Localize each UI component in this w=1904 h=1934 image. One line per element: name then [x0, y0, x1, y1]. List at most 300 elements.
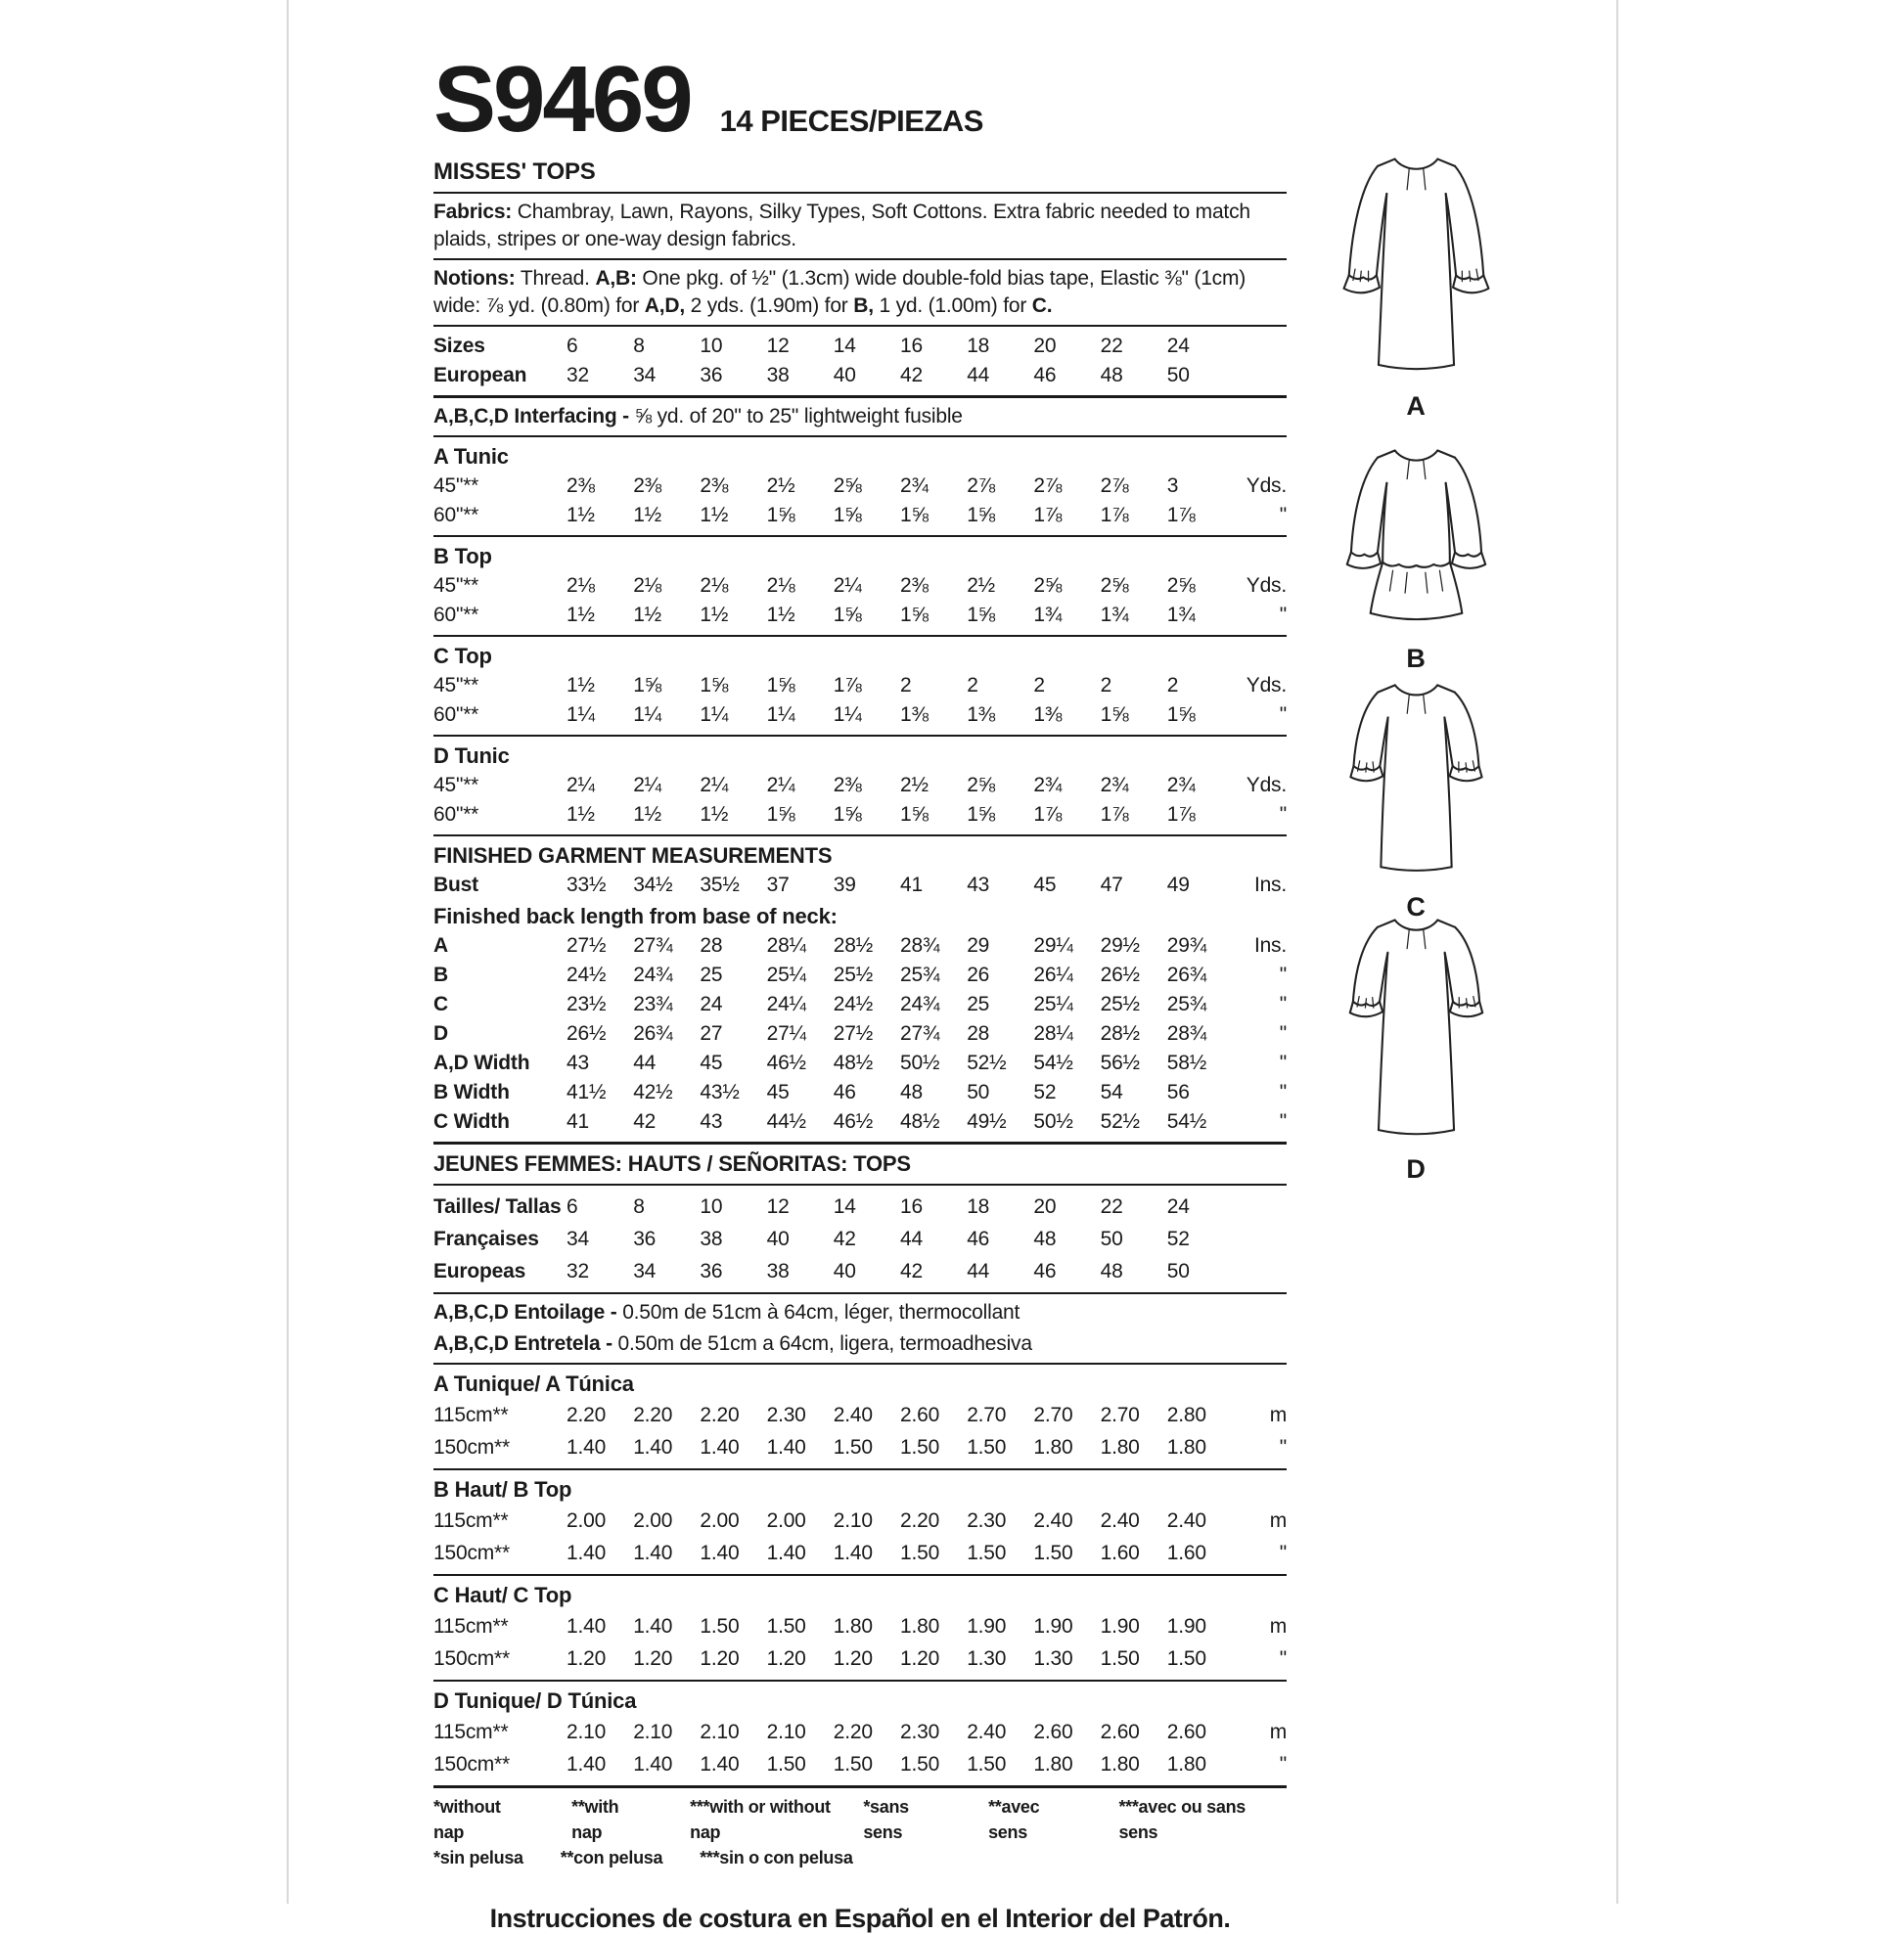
table-cell: 1.60: [1100, 1542, 1140, 1564]
table-cell: 2⅝: [967, 774, 995, 796]
interfacing-note: [433, 403, 1287, 430]
table-cell: 1.90: [1166, 1615, 1206, 1638]
row-unit: ": [1279, 1436, 1287, 1459]
table-cell: 56½: [1100, 1052, 1140, 1074]
table-cell: 2¾: [899, 474, 929, 497]
table-cell: 46: [967, 1228, 990, 1250]
table-cell: 1.50: [766, 1615, 806, 1638]
table-cell: 1.20: [700, 1647, 740, 1670]
table-cell: 1.20: [833, 1647, 873, 1670]
table-cell: 1.40: [766, 1436, 806, 1459]
table-cell: 2.30: [766, 1404, 806, 1426]
row-values: [567, 1019, 1234, 1049]
row-values: [567, 1078, 1234, 1107]
table-cell: 1.80: [899, 1615, 940, 1638]
table-cell: 2⅞: [967, 474, 995, 497]
table-cell: 1.90: [1100, 1615, 1140, 1638]
table-cell: 40: [766, 1228, 790, 1250]
francaises-row: [433, 1223, 1287, 1255]
fabrics-label: Fabrics:: [433, 201, 513, 223]
table-row: [433, 1078, 1287, 1107]
table-cell: 35½: [700, 874, 740, 896]
table-cell: 2: [967, 674, 978, 697]
row-values: [567, 931, 1234, 961]
row-label: 45"**: [433, 474, 479, 497]
table-cell: 2⅝: [833, 474, 862, 497]
table-cell: 46½: [766, 1052, 806, 1074]
row-values: [567, 961, 1234, 990]
measurements-section: [433, 841, 1287, 1145]
table-cell: 2.40: [833, 1404, 873, 1426]
row-label: 60"**: [433, 604, 479, 626]
table-cell: 2¾: [1033, 774, 1063, 796]
divider: [433, 1142, 1287, 1145]
table-cell: 52½: [1100, 1110, 1140, 1133]
row-unit: m: [1269, 1721, 1287, 1743]
row-unit: ": [1279, 1081, 1287, 1103]
table-cell: 22: [1100, 1195, 1123, 1218]
table-cell: 52½: [967, 1052, 1007, 1074]
table-cell: 1½: [700, 604, 729, 626]
table-row: [433, 1610, 1287, 1642]
pieces-count: 14 PIECES/PIEZAS: [719, 104, 983, 138]
footnotes: [433, 1794, 1287, 1870]
table-cell: 1½: [633, 604, 661, 626]
table-cell: 1.40: [633, 1436, 673, 1459]
text-segment: One pkg. of ½" (1.3cm) wide double-fold bias tape, Elastic ⅜" (1cm) wide: ⅞ yd. (0.80m) for: [433, 267, 1247, 317]
table-cell: 2⅜: [833, 774, 862, 796]
table-cell: 2.00: [567, 1509, 607, 1532]
page-edge-left: [287, 0, 289, 1904]
table-row: [433, 990, 1287, 1019]
divider: [433, 325, 1287, 327]
text-segment: 1 yd. (1.00m) for: [873, 294, 1032, 317]
fabrics-text: Chambray, Lawn, Rayons, Silky Types, Soft Cottons. Extra fabric needed to match plaids, stripes or one-way design fabrics.: [433, 201, 1250, 250]
table-cell: 2.30: [899, 1721, 940, 1743]
yardage-section-d: [433, 742, 1287, 836]
page-edge-right: [1616, 0, 1618, 1904]
table-cell: 50: [1166, 364, 1190, 386]
table-cell: 2¼: [633, 774, 661, 796]
table-cell: 12: [766, 335, 790, 357]
table-cell: 48: [899, 1081, 923, 1103]
table-cell: 2¼: [700, 774, 729, 796]
table-cell: 28½: [833, 934, 874, 957]
table-cell: 44: [633, 1052, 657, 1074]
table-cell: 42: [833, 1228, 856, 1250]
row-unit: ": [1279, 1110, 1287, 1133]
table-cell: 24½: [567, 964, 607, 986]
table-cell: 2.80: [1166, 1404, 1206, 1426]
table-cell: 54: [1100, 1081, 1123, 1103]
table-cell: 2.40: [967, 1721, 1007, 1743]
table-cell: 40: [833, 364, 856, 386]
table-cell: 1.40: [833, 1542, 873, 1564]
table-cell: 2⅛: [766, 574, 795, 597]
table-cell: 48: [1100, 364, 1123, 386]
table-cell: 1.20: [567, 1647, 607, 1670]
table-row: [433, 1716, 1287, 1748]
table-cell: 44½: [766, 1110, 806, 1133]
table-cell: 1¼: [833, 703, 862, 726]
row-values: [567, 1107, 1234, 1137]
table-cell: 1.80: [1166, 1753, 1206, 1776]
table-cell: 1.40: [700, 1436, 740, 1459]
row-unit: ": [1279, 803, 1287, 826]
table-cell: 2.00: [633, 1509, 673, 1532]
row-label: Tailles/ Tallas: [433, 1195, 562, 1218]
footnote: **avec sens: [988, 1797, 1040, 1842]
row-values: [567, 1049, 1234, 1078]
row-label: Europeas: [433, 1260, 526, 1282]
table-cell: 27½: [567, 934, 607, 957]
table-cell: 2½: [766, 474, 795, 497]
table-cell: 1⅞: [1033, 504, 1063, 526]
divider: [433, 435, 1287, 437]
table-cell: 1.90: [1033, 1615, 1073, 1638]
table-cell: 43½: [700, 1081, 740, 1103]
table-cell: 1.40: [700, 1542, 740, 1564]
table-cell: 24¼: [766, 993, 806, 1015]
table-cell: 43: [700, 1110, 723, 1133]
row-label: B Width: [433, 1081, 510, 1103]
tailles-row: [433, 1191, 1287, 1223]
table-cell: 6: [567, 1195, 578, 1218]
table-cell: 34: [567, 1228, 589, 1250]
table-cell: 2½: [899, 774, 929, 796]
row-label: 45"**: [433, 574, 479, 597]
entoilage-label: A,B,C,D Entoilage -: [433, 1301, 623, 1324]
table-cell: 1.50: [833, 1753, 873, 1776]
table-row: [433, 472, 1287, 501]
table-cell: 2⅛: [567, 574, 595, 597]
table-cell: 2¼: [833, 574, 862, 597]
table-cell: 8: [633, 1195, 645, 1218]
footnote: **con pelusa: [560, 1848, 663, 1867]
table-cell: 2½: [967, 574, 995, 597]
table-cell: 2.60: [1100, 1721, 1140, 1743]
table-cell: 2.20: [833, 1721, 873, 1743]
row-values: [567, 1431, 1234, 1463]
table-cell: 28½: [1100, 1022, 1140, 1045]
table-cell: 47: [1100, 874, 1123, 896]
table-cell: 48½: [899, 1110, 940, 1133]
table-cell: 1.40: [567, 1542, 607, 1564]
footnote: *sin pelusa: [433, 1848, 523, 1867]
table-cell: 1½: [567, 674, 595, 697]
text-segment: Thread.: [515, 267, 596, 290]
table-cell: 1.50: [1033, 1542, 1073, 1564]
table-cell: 1.30: [967, 1647, 1007, 1670]
table-cell: 40: [833, 1260, 856, 1282]
row-unit: ": [1279, 993, 1287, 1015]
fabrics-paragraph: [433, 199, 1287, 253]
footnote: **with nap: [571, 1797, 619, 1842]
table-cell: 2.10: [567, 1721, 607, 1743]
divider: [433, 395, 1287, 398]
table-cell: 1.40: [567, 1615, 607, 1638]
table-cell: 1.80: [1100, 1753, 1140, 1776]
table-cell: 27½: [833, 1022, 874, 1045]
row-label: 115cm**: [433, 1721, 509, 1743]
table-cell: 2⅝: [1100, 574, 1129, 597]
row-values: [567, 771, 1234, 800]
table-cell: 48½: [833, 1052, 874, 1074]
row-unit: Yds.: [1246, 574, 1287, 597]
table-cell: 25¼: [766, 964, 806, 986]
table-cell: 38: [766, 364, 790, 386]
table-cell: 2⅛: [700, 574, 729, 597]
section-title: C Haut/ C Top: [433, 1583, 572, 1607]
table-cell: 23½: [567, 993, 607, 1015]
section-title: D Tunique/ D Túnica: [433, 1688, 637, 1713]
row-values: [567, 700, 1234, 730]
view-d-illustration: [1326, 908, 1507, 1152]
table-cell: 50: [1166, 1260, 1190, 1282]
entretela-note: [433, 1330, 1287, 1358]
table-cell: 2⅜: [899, 574, 929, 597]
header: [433, 47, 1287, 152]
table-row: [433, 1049, 1287, 1078]
row-unit: Ins.: [1253, 934, 1287, 957]
table-cell: 1¾: [1100, 604, 1129, 626]
table-cell: 56: [1166, 1081, 1190, 1103]
table-cell: 39: [833, 874, 856, 896]
table-cell: 2.70: [1100, 1404, 1140, 1426]
table-cell: 1½: [567, 803, 595, 826]
row-unit: Yds.: [1246, 474, 1287, 497]
european-sizes-row: [433, 361, 1287, 390]
row-values: [567, 1399, 1234, 1431]
row-label: A,D Width: [433, 1052, 530, 1074]
table-cell: 37: [766, 874, 790, 896]
bust-row: [433, 871, 1287, 900]
table-cell: 1⅞: [1100, 504, 1129, 526]
divider: [433, 1468, 1287, 1470]
table-cell: 1.50: [899, 1542, 940, 1564]
table-cell: 2.20: [567, 1404, 607, 1426]
table-cell: 2⅝: [1033, 574, 1063, 597]
row-label: Françaises: [433, 1228, 539, 1250]
table-cell: 1½: [567, 504, 595, 526]
table-cell: 2.60: [1166, 1721, 1206, 1743]
view-b-illustration: [1326, 438, 1507, 642]
footnote-line-1: [433, 1794, 1287, 1845]
table-cell: 16: [899, 335, 923, 357]
table-cell: 1.50: [833, 1436, 873, 1459]
table-row: [433, 1537, 1287, 1569]
footnote: ***with or without nap: [690, 1797, 831, 1842]
table-cell: 26½: [567, 1022, 607, 1045]
table-cell: 1⅜: [967, 703, 995, 726]
table-cell: 24: [700, 993, 723, 1015]
divider: [433, 192, 1287, 194]
table-cell: 2¼: [766, 774, 795, 796]
table-cell: 49: [1166, 874, 1190, 896]
table-cell: 36: [700, 1260, 723, 1282]
table-cell: 12: [766, 1195, 790, 1218]
row-label: Sizes: [433, 335, 485, 357]
yardage-section-c: [433, 642, 1287, 737]
table-cell: 2: [1166, 674, 1179, 697]
footnote: ***avec ou sans sens: [1118, 1797, 1247, 1842]
row-values: [567, 1716, 1234, 1748]
row-values: [567, 1223, 1234, 1255]
table-cell: 1.50: [967, 1753, 1007, 1776]
table-cell: 1⅜: [1033, 703, 1063, 726]
table-cell: 28¾: [1166, 1022, 1207, 1045]
row-label: 45"**: [433, 674, 479, 697]
table-cell: 25¼: [1033, 993, 1073, 1015]
table-cell: 42: [899, 1260, 923, 1282]
table-cell: 1⅝: [967, 504, 995, 526]
table-cell: 48: [1100, 1260, 1123, 1282]
row-unit: ": [1279, 703, 1287, 726]
table-cell: 27¾: [633, 934, 673, 957]
table-cell: 41: [567, 1110, 589, 1133]
table-cell: 54½: [1166, 1110, 1207, 1133]
entretela-text: 0.50m de 51cm a 64cm, ligera, termoadhesiva: [617, 1332, 1032, 1355]
table-cell: 1.40: [633, 1615, 673, 1638]
row-unit: m: [1269, 1404, 1287, 1426]
europeas-row: [433, 1255, 1287, 1287]
table-cell: 28: [967, 1022, 990, 1045]
table-cell: 32: [567, 364, 589, 386]
table-cell: 50½: [1033, 1110, 1073, 1133]
row-unit: ": [1279, 604, 1287, 626]
table-row: [433, 1399, 1287, 1431]
table-cell: 26¼: [1033, 964, 1073, 986]
text-segment: C.: [1031, 294, 1053, 317]
table-cell: 45: [766, 1081, 790, 1103]
view-c-illustration: [1326, 673, 1507, 890]
row-label: Bust: [433, 874, 478, 896]
garment-category: MISSES' TOPS: [433, 158, 596, 185]
table-cell: 1.50: [967, 1436, 1007, 1459]
table-cell: 26¾: [1166, 964, 1207, 986]
table-cell: 50: [967, 1081, 990, 1103]
table-cell: 2.10: [833, 1509, 873, 1532]
table-cell: 1.50: [967, 1542, 1007, 1564]
table-cell: 2.10: [700, 1721, 740, 1743]
table-row: [433, 771, 1287, 800]
table-cell: 2.30: [967, 1509, 1007, 1532]
table-cell: 29: [967, 934, 990, 957]
table-cell: 46: [833, 1081, 856, 1103]
table-cell: 1.20: [633, 1647, 673, 1670]
table-cell: 42½: [633, 1081, 673, 1103]
interfacing-label: A,B,C,D Interfacing -: [433, 405, 635, 427]
row-values: [567, 1642, 1234, 1675]
table-cell: 2.70: [967, 1404, 1007, 1426]
row-values: [567, 871, 1234, 900]
table-cell: 58½: [1166, 1052, 1207, 1074]
row-unit: m: [1269, 1509, 1287, 1532]
table-cell: 2.60: [899, 1404, 940, 1426]
table-cell: 16: [899, 1195, 923, 1218]
table-cell: 24¾: [899, 993, 940, 1015]
row-unit: ": [1279, 1753, 1287, 1776]
row-label: 150cm**: [433, 1542, 510, 1564]
footnote: *without nap: [433, 1797, 501, 1842]
table-cell: 29¾: [1166, 934, 1207, 957]
table-cell: 1¼: [766, 703, 795, 726]
table-cell: 41: [899, 874, 923, 896]
table-row: [433, 1107, 1287, 1137]
table-cell: 34: [633, 1260, 657, 1282]
row-values: [567, 1610, 1234, 1642]
table-cell: 36: [633, 1228, 657, 1250]
divider: [433, 1680, 1287, 1682]
view-b-figure: [1293, 438, 1538, 674]
metric-section-a: [433, 1370, 1287, 1470]
row-unit: Ins.: [1253, 874, 1287, 896]
row-label: 115cm**: [433, 1615, 509, 1638]
section-title: D Tunic: [433, 743, 510, 768]
table-cell: 48: [1033, 1228, 1057, 1250]
section-title: A Tunique/ A Túnica: [433, 1372, 634, 1396]
view-d-figure: [1293, 908, 1538, 1185]
table-cell: 1.40: [567, 1753, 607, 1776]
row-unit: ": [1279, 504, 1287, 526]
table-cell: 1¾: [1166, 604, 1196, 626]
row-unit: ": [1279, 1542, 1287, 1564]
table-cell: 2.20: [899, 1509, 940, 1532]
row-unit: ": [1279, 1052, 1287, 1074]
table-cell: 22: [1100, 335, 1123, 357]
row-unit: ": [1279, 964, 1287, 986]
view-a-label: A: [1406, 391, 1426, 421]
table-cell: 1½: [633, 504, 661, 526]
table-row: [433, 1505, 1287, 1537]
view-c-label: C: [1406, 892, 1426, 922]
row-values: [567, 990, 1234, 1019]
table-row: [433, 671, 1287, 700]
table-cell: 25¾: [899, 964, 940, 986]
view-a-illustration: [1326, 145, 1507, 389]
row-values: [567, 501, 1234, 530]
table-cell: 1⅝: [766, 803, 795, 826]
table-cell: 52: [1166, 1228, 1190, 1250]
measurements-title: FINISHED GARMENT MEASUREMENTS: [433, 843, 833, 868]
section-title: B Top: [433, 544, 492, 568]
table-cell: 2¼: [567, 774, 595, 796]
table-cell: 45: [1033, 874, 1057, 896]
row-values: [567, 361, 1234, 390]
footnote-line-2: [433, 1845, 1287, 1870]
row-label: B: [433, 964, 448, 986]
table-cell: 14: [833, 1195, 856, 1218]
table-cell: 1⅜: [899, 703, 929, 726]
table-cell: 18: [967, 1195, 990, 1218]
table-cell: 25½: [1100, 993, 1140, 1015]
table-cell: 1.80: [1100, 1436, 1140, 1459]
table-cell: 2.20: [633, 1404, 673, 1426]
table-cell: 2⅛: [633, 574, 661, 597]
table-cell: 25½: [833, 964, 874, 986]
back-length-label: Finished back length from base of neck:: [433, 904, 838, 928]
table-cell: 1¼: [567, 703, 595, 726]
notions-label: Notions:: [433, 267, 516, 290]
table-cell: 49½: [967, 1110, 1007, 1133]
table-cell: 2.00: [700, 1509, 740, 1532]
table-row: [433, 571, 1287, 601]
table-cell: 34½: [633, 874, 673, 896]
table-cell: 1.80: [1033, 1753, 1073, 1776]
table-cell: 1.50: [899, 1753, 940, 1776]
table-cell: 1⅝: [766, 504, 795, 526]
table-cell: 1½: [700, 504, 729, 526]
